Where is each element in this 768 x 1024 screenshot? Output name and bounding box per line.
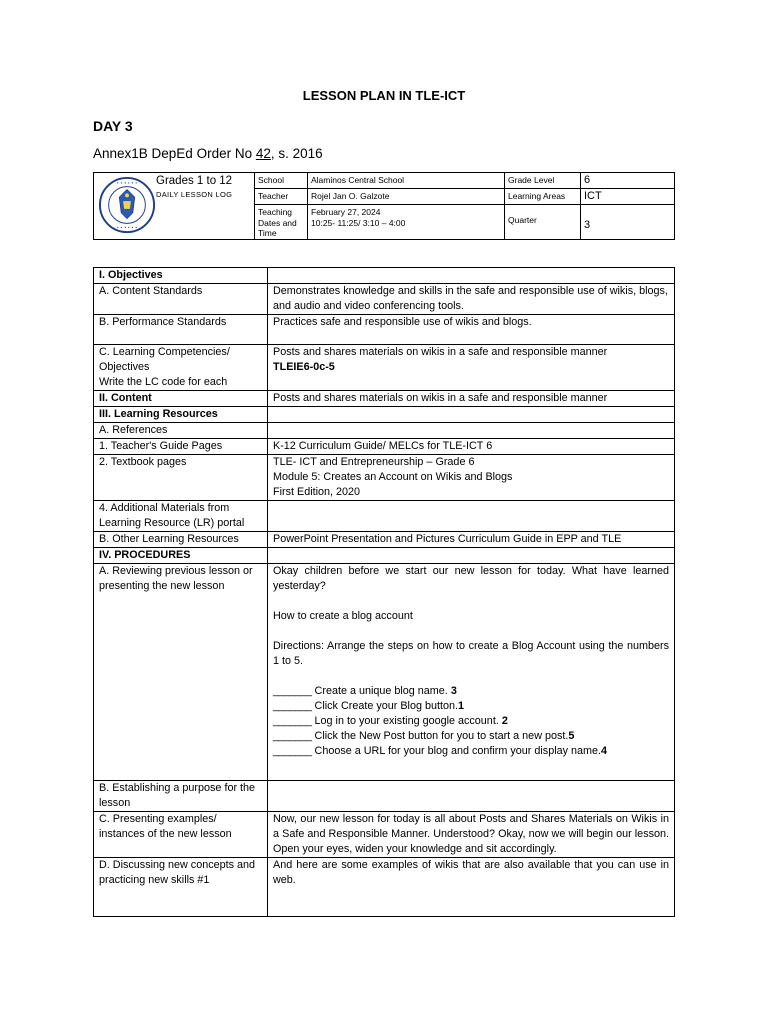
teachers-guide-value: K-12 Curriculum Guide/ MELCs for TLE-ICT 6 (268, 439, 675, 455)
other-resources-value: PowerPoint Presentation and Pictures Curriculum Guide in EPP and TLE (268, 532, 675, 548)
step-item: _______ Click the New Post button for you to start a new post.5 (273, 730, 575, 742)
presenting-examples-label: C. Presenting examples/ instances of the new lesson (94, 812, 268, 858)
content-heading: II. Content (94, 391, 268, 407)
svg-text:• • • • • •: • • • • • • (116, 180, 138, 186)
review-topic: How to create a blog account (273, 610, 413, 622)
table-row (94, 812, 675, 858)
teaching-dates-value (307, 205, 504, 239)
discussing-concepts-value: And here are some examples of wikis that are also available that you can use in web. (268, 858, 675, 917)
learning-competencies-value (268, 345, 675, 391)
content-standards-label: A. Content Standards (94, 284, 268, 315)
table-row (94, 564, 675, 781)
deped-seal-icon (98, 176, 156, 234)
day-heading: DAY 3 (93, 118, 133, 134)
procedures-heading: IV. PROCEDURES (94, 548, 268, 564)
table-row (94, 781, 675, 812)
additional-materials-label: 4. Additional Materials from Learning Resource (LR) portal (94, 501, 268, 532)
lc-code: TLEIE6-0c-5 (273, 361, 335, 373)
table-row (94, 391, 675, 407)
lesson-plan-table (93, 267, 675, 917)
annex-number: 42 (255, 146, 271, 161)
table-row (94, 345, 675, 391)
performance-standards-label: B. Performance Standards (94, 315, 268, 345)
textbook-edition: First Edition, 2020 (273, 486, 361, 498)
reviewing-lesson-value (268, 564, 675, 781)
teaching-dates-label: Teaching Dates and Time (254, 205, 307, 239)
step-item: _______ Click Create your Blog button.1 (273, 700, 464, 712)
performance-standards-value: Practices safe and responsible use of wikis and blogs. (268, 315, 675, 345)
step-item: _______ Choose a URL for your blog and confirm your display name.4 (273, 745, 608, 757)
review-intro: Okay children before we start our new lesson for today. What have learned yesterday? (273, 565, 669, 592)
school-label: School (254, 173, 307, 189)
svg-text:• • • • • •: • • • • • • (116, 225, 138, 231)
learning-competencies-label (94, 345, 268, 391)
document-title: LESSON PLAN IN TLE-ICT (302, 88, 466, 103)
table-row (94, 532, 675, 548)
textbook-module: Module 5: Creates an Account on Wikis and Blogs (273, 471, 513, 483)
learning-areas-value: ICT (580, 189, 674, 205)
step-item: _______ Log in to your existing google account. 2 (273, 715, 508, 727)
textbook-pages-value (268, 455, 675, 501)
school-value: Alaminos Central School (307, 173, 504, 189)
annex-suffix: , s. 2016 (270, 146, 323, 161)
textbook-pages-label: 2. Textbook pages (94, 455, 268, 501)
learning-competency-text: Posts and shares materials on wikis in a safe and responsible manner (273, 346, 608, 358)
other-resources-label: B. Other Learning Resources (94, 532, 268, 548)
learning-competencies-title: C. Learning Competencies/ Objectives (99, 346, 230, 373)
table-row (94, 284, 675, 315)
annex-line (93, 146, 323, 161)
establishing-purpose-label: B. Establishing a purpose for the lesson (94, 781, 268, 812)
content-standards-value: Demonstrates knowledge and skills in the safe and responsible use of wikis, blogs, and audio and video conferencing tools. (268, 284, 675, 315)
table-row (94, 423, 675, 439)
teacher-label: Teacher (254, 189, 307, 205)
annex-prefix: Annex1B DepEd Order No (93, 146, 256, 161)
lc-code-instruction: Write the LC code for each (99, 376, 228, 388)
textbook-title: TLE- ICT and Entrepreneurship – Grade 6 (273, 456, 475, 468)
teaching-date: February 27, 2024 (311, 207, 381, 217)
table-row (94, 455, 675, 501)
table-row (94, 439, 675, 455)
teacher-value: Rojel Jan O. Galzote (307, 189, 504, 205)
references-label: A. References (94, 423, 268, 439)
reviewing-lesson-label: A. Reviewing previous lesson or presenting the new lesson (94, 564, 268, 781)
quarter-value: 3 (580, 205, 674, 239)
step-item: _______ Create a unique blog name. 3 (273, 685, 457, 697)
daily-lesson-log-header (93, 172, 675, 240)
objectives-heading: I. Objectives (94, 268, 268, 284)
quarter-label: Quarter (504, 205, 580, 239)
learning-resources-heading: III. Learning Resources (94, 407, 268, 423)
teachers-guide-label: 1. Teacher's Guide Pages (94, 439, 268, 455)
table-row (94, 548, 675, 564)
logo-cell (94, 173, 254, 239)
daily-lesson-log-label: DAILY LESSON LOG (156, 190, 233, 199)
table-row (94, 268, 675, 284)
review-directions: Directions: Arrange the steps on how to create a Blog Account using the numbers 1 to 5. (273, 640, 669, 667)
content-value: Posts and shares materials on wikis in a safe and responsible manner (268, 391, 675, 407)
table-row (94, 407, 675, 423)
discussing-concepts-label: D. Discussing new concepts and practicing new skills #1 (94, 858, 268, 917)
grade-level-label: Grade Level (504, 173, 580, 189)
teaching-time: 10:25- 11:25/ 3:10 – 4:00 (311, 218, 406, 228)
grades-label: Grades 1 to 12 (156, 175, 233, 187)
table-row (94, 858, 675, 917)
presenting-examples-value: Now, our new lesson for today is all about Posts and Shares Materials on Wikis in a Safe and Responsible Manner. Understood? Okay, now we will begin our lesson. Open your eyes, widen your knowledge and sit accordingly. (268, 812, 675, 858)
table-row (94, 501, 675, 532)
learning-areas-label: Learning Areas (504, 189, 580, 205)
grade-level-value: 6 (580, 173, 674, 189)
table-row (94, 315, 675, 345)
